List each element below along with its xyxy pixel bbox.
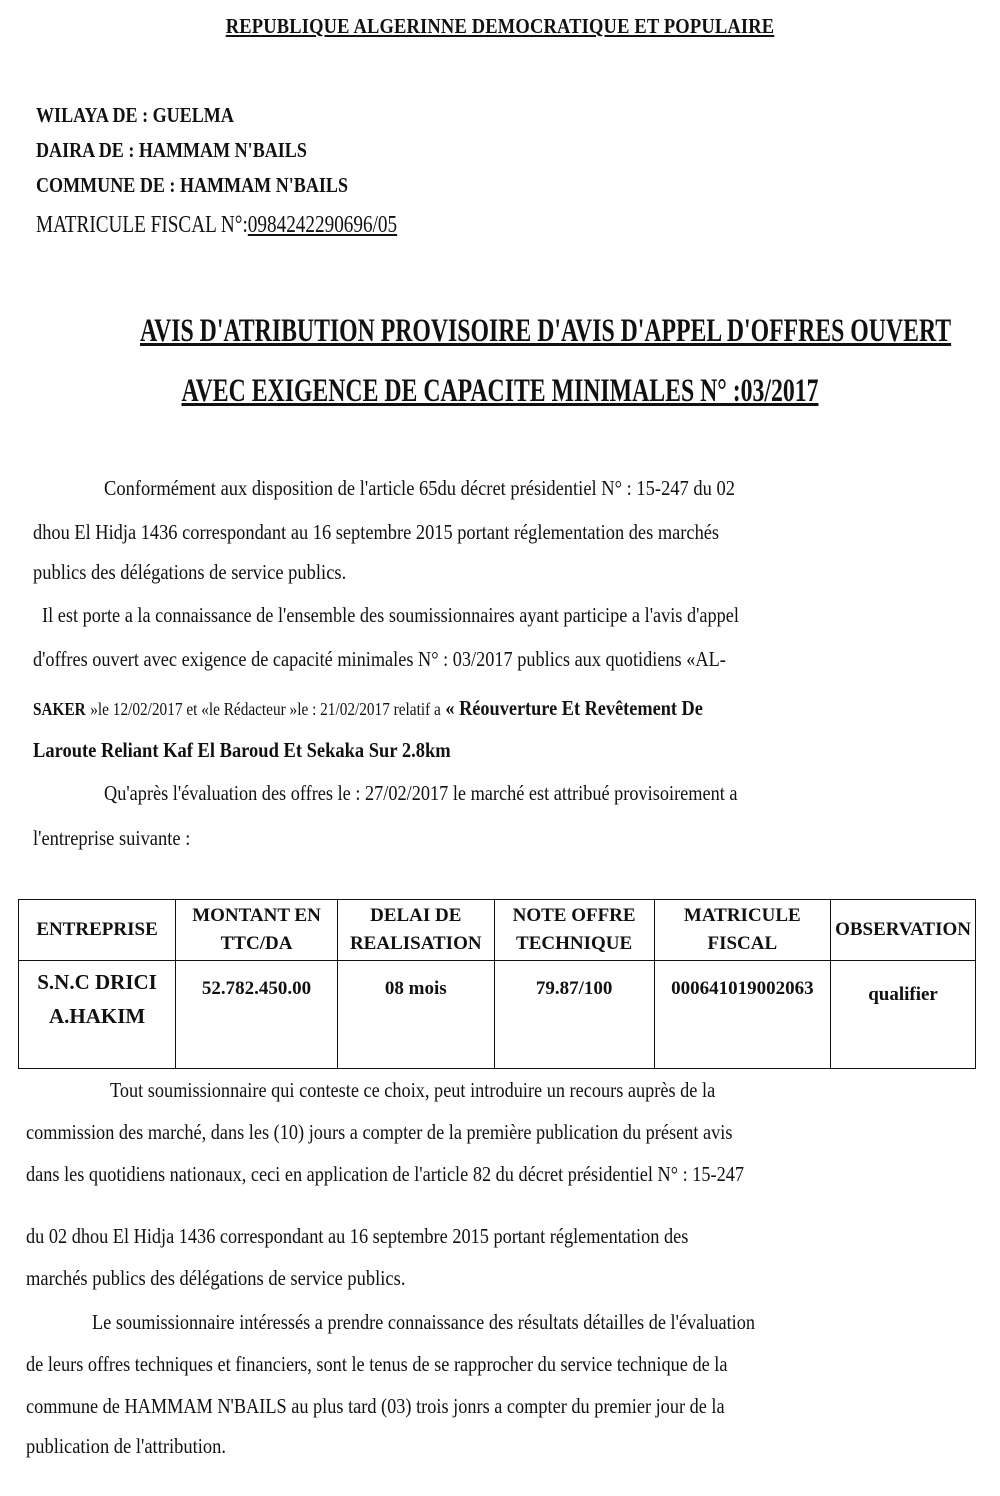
para3-line: l'entreprise suivante : (33, 826, 191, 850)
table-header-row (19, 900, 976, 961)
para1-line: dhou El Hidja 1436 correspondant au 16 septembre 2015 portant réglementation des marchés (33, 520, 720, 544)
para2-line: d'offres ouvert avec exigence de capacité minimales N° : 03/2017 publics aux quotidiens «AL- (33, 647, 726, 671)
para1-line: Conformément aux disposition de l'article 65du décret présidentiel N° : 15-247 du 02 (104, 476, 736, 500)
header-matricule: MATRICULE FISCAL (654, 900, 831, 961)
para5-line: publication de l'attribution. (26, 1434, 227, 1458)
para2-line: Il est porte a la connaissance de l'ensemble des soumissionnaires ayant participe a l'avis d'appel (42, 603, 739, 627)
para2-line-3 (33, 696, 703, 721)
matricule-fiscal-line (36, 212, 397, 239)
matricule-value: 0984242290696/05 (247, 212, 398, 238)
daira-line: DAIRA DE : HAMMAM N'BAILS (36, 138, 307, 162)
header-entreprise: ENTREPRISE (19, 900, 176, 961)
para5-line: commune de HAMMAM N'BAILS au plus tard (03) trois jonrs a compter du premier jour de la (26, 1394, 725, 1418)
project-title-end: Laroute Reliant Kaf El Baroud Et Sekaka Sur 2.8km (33, 738, 451, 762)
commune-line: COMMUNE DE : HAMMAM N'BAILS (36, 173, 349, 197)
cell-entreprise: S.N.C DRICI A.HAKIM (19, 961, 176, 1069)
para4-line: commission des marché, dans les (10) jours a compter de la première publication du présent avis (26, 1120, 733, 1144)
para4-line: marchés publics des délégations de service publics. (26, 1266, 406, 1290)
table-row (19, 961, 976, 1069)
para5-line: Le soumissionnaire intéressés a prendre connaissance des résultats détailles de l'évaluation (92, 1310, 756, 1334)
para3-line: Qu'après l'évaluation des offres le : 27/02/2017 le marché est attribué provisoirement a (104, 781, 738, 805)
cell-matricule: 000641019002063 (654, 961, 831, 1069)
project-title-start: « Réouverture Et Revêtement De (445, 696, 703, 720)
wilaya-line: WILAYA DE : GUELMA (36, 103, 234, 127)
para1-line: publics des délégations de service publics. (33, 560, 347, 584)
para4-line: du 02 dhou El Hidja 1436 correspondant au 16 septembre 2015 portant réglementation des (26, 1224, 689, 1248)
publication-dates-text: »le 12/02/2017 et «le Rédacteur »le : 21/02/2017 relatif a (90, 699, 441, 719)
attribution-table (18, 899, 976, 1069)
cell-delai: 08 mois (337, 961, 494, 1069)
notice-title-line-1: AVIS D'ATRIBUTION PROVISOIRE D'AVIS D'APPEL D'OFFRES OUVERT (140, 313, 952, 349)
republic-header: REPUBLIQUE ALGERINNE DEMOCRATIQUE ET POPULAIRE (225, 14, 775, 38)
header-montant: MONTANT EN TTC/DA (176, 900, 338, 961)
cell-note: 79.87/100 (494, 961, 654, 1069)
header-observation: OBSERVATION (831, 900, 976, 961)
cell-observation: qualifier (831, 961, 976, 1069)
matricule-label: MATRICULE FISCAL N°: (36, 212, 248, 238)
cell-montant: 52.782.450.00 (176, 961, 338, 1069)
para4-line: dans les quotidiens nationaux, ceci en application de l'article 82 du décret présidentiel N° : 15-247 (26, 1162, 745, 1186)
header-delai: DELAI DE REALISATION (337, 900, 494, 961)
para4-line: Tout soumissionnaire qui conteste ce choix, peut introduire un recours auprès de la (110, 1078, 716, 1102)
header-note: NOTE OFFRE TECHNIQUE (494, 900, 654, 961)
notice-title-line-2: AVEC EXIGENCE DE CAPACITE MINIMALES N° :03/2017 (181, 373, 819, 409)
para5-line: de leurs offres techniques et financiers, sont le tenus de se rapprocher du service technique de la (26, 1352, 728, 1376)
saker-text: SAKER (33, 699, 86, 719)
